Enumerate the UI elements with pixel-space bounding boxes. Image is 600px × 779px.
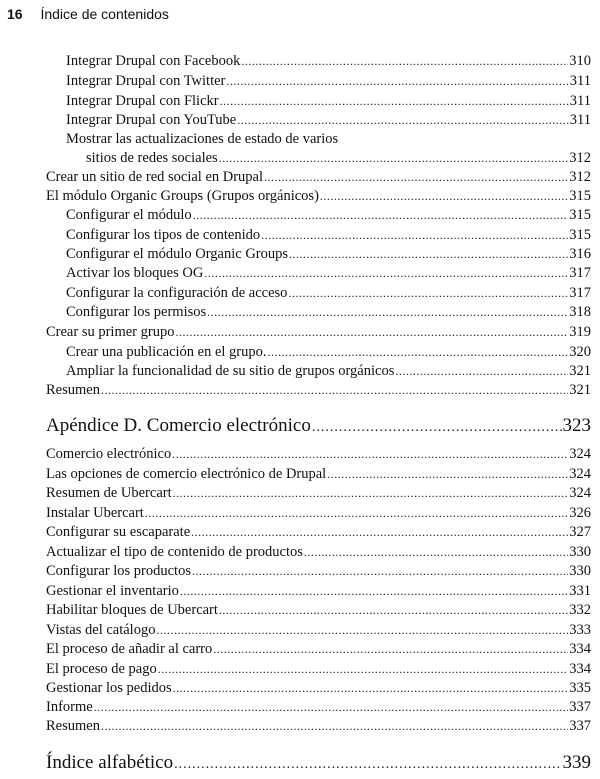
dot-leader [327,464,568,484]
toc-entry-page: 321 [569,382,591,398]
toc-entry-title: Ampliar la funcionalidad de su sitio de grupos orgánicos [66,363,395,379]
toc-entry[interactable] [0,716,600,736]
toc-entry[interactable] [0,342,600,362]
toc-entry[interactable] [0,639,600,659]
toc-entry-page: 320 [569,344,591,360]
toc-entry-page: 315 [569,227,591,243]
toc-entry[interactable] [0,91,600,111]
toc-entry-title: Configurar los permisos [66,304,207,320]
dot-leader [219,600,568,620]
toc-entry[interactable] [0,110,600,130]
toc-entry-title: Configurar el módulo [66,207,192,223]
toc-entry-title: Vistas del catálogo [46,622,156,638]
toc-entry-page: 337 [569,718,591,734]
toc-entry[interactable] [0,678,600,698]
toc-entry-page: 315 [569,188,591,204]
chapter-page: 339 [562,752,591,773]
dot-leader [191,522,568,542]
dot-leader [304,542,568,562]
toc-entry-page: 312 [569,150,591,166]
toc-entry-title: Comercio electrónico [46,446,172,462]
dot-leader [193,205,569,225]
toc-entry-page: 324 [569,485,591,501]
toc-entry[interactable] [0,302,600,322]
toc-entry-title: Crear su primer grupo [46,324,175,340]
toc-entry-page: 317 [569,265,591,281]
toc-entry-title: Informe [46,699,93,715]
toc-entry[interactable] [0,380,600,400]
dot-leader [173,483,569,503]
toc-entry-title: Actualizar el tipo de contenido de productos [46,544,303,560]
dot-leader [213,639,568,659]
toc-entry[interactable] [0,561,600,581]
dot-leader [241,51,568,71]
toc-entry[interactable] [0,659,600,679]
toc-entry[interactable] [0,283,600,303]
toc-entry[interactable] [0,697,600,717]
toc-chapter-appendix-d[interactable] [0,413,600,439]
dot-leader [94,697,569,717]
toc-entry-title: Integrar Drupal con Facebook [66,53,241,69]
toc-entry-title: Configurar el módulo Organic Groups [66,246,289,262]
toc-entry-title: Instalar Ubercart [46,505,144,521]
toc-entry-title: Integrar Drupal con Flickr [66,93,219,109]
toc-entry-title: El proceso de añadir al carro [46,641,213,657]
toc-entry-title: Configurar la configuración de acceso [66,285,288,301]
toc-entry-title: Mostrar las actualizaciones de estado de varios [66,131,339,147]
dot-leader [261,225,568,245]
dot-leader [237,110,569,130]
toc-entry[interactable] [0,167,600,187]
toc-entry[interactable] [0,263,600,283]
toc-entry-title: Configurar los productos [46,563,191,579]
toc-entry-continuation: sitios de redes sociales [86,150,218,166]
dot-leader [101,380,568,400]
toc-chapter-index[interactable] [0,750,600,776]
toc-entry-page: 311 [569,112,591,128]
dot-leader [180,581,568,601]
toc-entry-title: Resumen [46,718,100,734]
toc-entry-page: 327 [569,524,591,540]
dot-leader [268,342,569,362]
toc-entry[interactable] [0,225,600,245]
toc-entry-page: 334 [569,641,591,657]
dot-leader [312,415,562,441]
page-number: 16 [7,6,23,22]
toc-entry[interactable] [0,186,600,206]
toc-entry-title: El módulo Organic Groups (Grupos orgánicos) [46,188,319,204]
toc-entry-page: 330 [569,544,591,560]
toc-entry-first-line[interactable] [0,129,600,149]
dot-leader [395,361,568,381]
toc-entry[interactable] [0,503,600,523]
toc-entry-title: Crear una publicación en el grupo. [66,344,267,360]
toc-entry-page: 312 [569,169,591,185]
dot-leader [173,678,569,698]
chapter-title: Índice alfabético [46,752,174,773]
toc-entry-page: 330 [569,563,591,579]
dot-leader [204,263,568,283]
toc-entry-page: 332 [569,602,591,618]
dot-leader [175,322,568,342]
toc-entry[interactable] [0,581,600,601]
toc-entry-title: Habilitar bloques de Ubercart [46,602,218,618]
dot-leader [288,283,568,303]
dot-leader [289,244,568,264]
toc-entry-page: 310 [569,53,591,69]
toc-entry-title: Gestionar los pedidos [46,680,172,696]
dot-leader [320,186,568,206]
toc-entry-page: 319 [569,324,591,340]
toc-entry-title: Gestionar el inventario [46,583,179,599]
toc-entry-page: 326 [569,505,591,521]
toc-entry[interactable] [0,620,600,640]
toc-entry-page: 333 [569,622,591,638]
toc-entry[interactable] [0,444,600,464]
toc-entry-title: Integrar Drupal con YouTube [66,112,237,128]
toc-entry-title: Activar los bloques OG [66,265,204,281]
toc-entry-title: Las opciones de comercio electrónico de Drupal [46,466,327,482]
toc-entry-title: Resumen [46,382,100,398]
toc-entry[interactable] [0,522,600,542]
toc-entry-title: Configurar los tipos de contenido [66,227,261,243]
toc-entry-page: 334 [569,661,591,677]
toc-entry-page: 315 [569,207,591,223]
toc-entry-page: 318 [569,304,591,320]
toc-entry[interactable] [0,361,600,381]
toc-entry-page: 324 [569,466,591,482]
dot-leader [174,752,561,778]
running-title: Índice de contenidos [40,6,169,22]
dot-leader [192,561,568,581]
toc-entry-title: Resumen de Ubercart [46,485,172,501]
toc-entry-page: 321 [569,363,591,379]
dot-leader [219,148,569,168]
toc-entry-page: 324 [569,446,591,462]
toc-entry[interactable] [0,148,600,168]
dot-leader [226,71,568,91]
toc-entry-page: 335 [569,680,591,696]
dot-leader [172,444,568,464]
dot-leader [264,167,568,187]
dot-leader [158,659,569,679]
dot-leader [101,716,568,736]
toc-entry-page: 316 [569,246,591,262]
toc-entry-page: 331 [569,583,591,599]
toc-entry-page: 317 [569,285,591,301]
toc-entry[interactable] [0,51,600,71]
toc-entry-page: 311 [569,73,591,89]
toc-entry-title: Integrar Drupal con Twitter [66,73,226,89]
toc-entry[interactable] [0,244,600,264]
dot-leader [207,302,568,322]
toc-entry[interactable] [0,483,600,503]
chapter-page: 323 [562,415,591,436]
toc-entry-page: 337 [569,699,591,715]
toc-entry[interactable] [0,600,600,620]
toc-entry[interactable] [0,464,600,484]
chapter-title: Apéndice D. Comercio electrónico [46,415,311,436]
dot-leader [145,503,568,523]
toc-entry[interactable] [0,322,600,342]
dot-leader [220,91,569,111]
dot-leader [156,620,568,640]
toc-entry-title: Crear un sitio de red social en Drupal [46,169,264,185]
toc-entry-title: Configurar su escaparate [46,524,191,540]
toc-entry-page: 311 [569,93,591,109]
toc-entry[interactable] [0,205,600,225]
toc-entry[interactable] [0,71,600,91]
toc-entry-title: El proceso de pago [46,661,157,677]
toc-entry[interactable] [0,542,600,562]
